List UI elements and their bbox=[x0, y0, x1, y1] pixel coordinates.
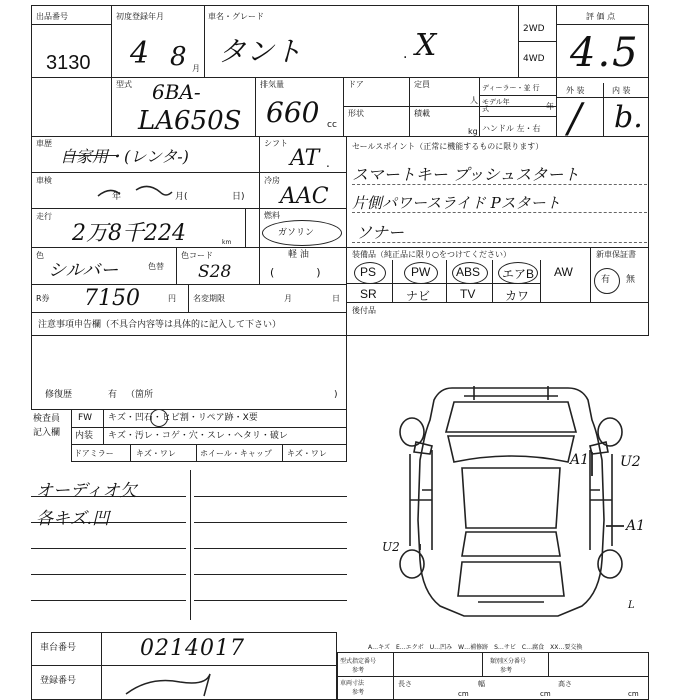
divider bbox=[556, 24, 649, 25]
remark-line bbox=[194, 600, 347, 601]
category-ref: 参考 bbox=[500, 667, 513, 674]
divider bbox=[31, 172, 346, 173]
equip-ps: PS bbox=[360, 265, 377, 279]
sales-dash bbox=[352, 212, 647, 213]
equip-pw: PW bbox=[411, 265, 431, 279]
grade-dot: . bbox=[403, 46, 408, 62]
shift-dot: . bbox=[326, 156, 330, 170]
divider bbox=[482, 652, 483, 676]
load-unit: kg bbox=[468, 127, 478, 136]
form-designation-ref: 参考 bbox=[352, 667, 365, 674]
divider bbox=[492, 260, 493, 302]
inspection-label: 車検 bbox=[36, 176, 52, 185]
history-value: 自家用・(レンタ-) bbox=[60, 147, 189, 166]
score-label: 評 価 点 bbox=[586, 12, 616, 21]
divider bbox=[282, 444, 283, 462]
displacement-unit: cc bbox=[327, 120, 337, 130]
divider bbox=[188, 284, 189, 312]
recycle-value: 7150 bbox=[84, 286, 140, 311]
door-label: ドア bbox=[348, 80, 364, 89]
first-registration-month-unit: 月 bbox=[192, 64, 200, 73]
divider bbox=[393, 652, 394, 700]
divider bbox=[103, 409, 104, 444]
color-label: 色 bbox=[36, 251, 44, 260]
interior-label: 内 装 bbox=[612, 86, 631, 95]
notes-label: 注意事項申告欄（不具合内容等は具体的に記入して下さい） bbox=[38, 320, 282, 330]
divider bbox=[101, 632, 102, 700]
remark-line bbox=[31, 548, 186, 549]
sales-points-line3: ソナー bbox=[356, 223, 405, 242]
divider bbox=[518, 41, 556, 42]
divider bbox=[259, 136, 260, 284]
divider bbox=[130, 444, 131, 462]
divider bbox=[71, 427, 347, 428]
mark-u2-top: U2 bbox=[620, 454, 641, 470]
length-unit: cm bbox=[458, 690, 469, 698]
divider bbox=[346, 247, 649, 248]
divider bbox=[245, 208, 246, 247]
model-year-label: モデル年式 bbox=[482, 98, 510, 113]
after-market-label: 後付品 bbox=[352, 306, 376, 315]
remark-line bbox=[31, 574, 186, 575]
height-unit: cm bbox=[628, 690, 639, 698]
equip-sr: SR bbox=[360, 287, 377, 301]
capacity-label: 定員 bbox=[414, 80, 430, 89]
dimension-label: 車両寸法 bbox=[340, 680, 365, 687]
height-label: 高さ bbox=[558, 680, 572, 688]
sales-points-label: セールスポイント（正常に機能するものに限ります） bbox=[352, 142, 544, 151]
recycle-label: R券 bbox=[36, 294, 50, 303]
inspector-wheel: ホイール・キャップ bbox=[200, 449, 272, 458]
divider bbox=[540, 260, 541, 302]
equip-abs: ABS bbox=[456, 265, 481, 279]
equip-airbag: エアB bbox=[502, 267, 535, 281]
sales-points-line1: スマートキー プッシュスタート bbox=[352, 165, 580, 184]
displacement-label: 排気量 bbox=[260, 80, 284, 89]
dealer-label: ディーラー・並 行 bbox=[482, 84, 540, 92]
fuel-value: ガソリン bbox=[278, 228, 315, 238]
divider bbox=[603, 83, 604, 136]
mark-a1-top: A1 bbox=[570, 452, 590, 468]
inspector-interior: 内装 bbox=[75, 431, 94, 441]
warranty-yes: 有 bbox=[601, 275, 611, 285]
equip-aw: AW bbox=[554, 265, 573, 279]
capacity-unit: 人 bbox=[470, 96, 478, 105]
shape-label: 形状 bbox=[348, 109, 364, 118]
divider bbox=[111, 5, 112, 136]
lot-number-label: 出品番号 bbox=[36, 12, 68, 21]
first-registration-label: 初度登録年月 bbox=[116, 12, 164, 21]
exterior-grade: / bbox=[568, 96, 582, 142]
remark-line bbox=[31, 600, 186, 601]
inspector-label2: 記入欄 bbox=[33, 428, 61, 438]
divider bbox=[392, 260, 393, 302]
light-oil-paren: ( ) bbox=[270, 266, 321, 279]
color-code-label: 色コード bbox=[181, 251, 213, 260]
remark-divider bbox=[190, 470, 191, 620]
mileage-value: 2万8千224 bbox=[72, 221, 186, 246]
divider bbox=[548, 652, 549, 676]
divider bbox=[337, 676, 649, 677]
damage-legend: A…キズ E…エクボ U…凹み W…補修跡 S…サビ C…腐食 XX…要交換 bbox=[368, 644, 583, 651]
registration-scribble bbox=[120, 666, 230, 700]
inspection-scribble bbox=[90, 180, 190, 204]
row2-line bbox=[31, 136, 649, 137]
remark-line1: オーディオ欠 bbox=[36, 481, 137, 501]
inspection-month: 月( bbox=[175, 192, 188, 202]
fuel-label: 燃料 bbox=[264, 211, 280, 220]
divider bbox=[31, 247, 346, 248]
form-designation-label: 型式指定番号 bbox=[340, 658, 377, 665]
light-oil-label: 軽 油 bbox=[288, 250, 309, 260]
remark-line bbox=[194, 548, 347, 549]
divider bbox=[31, 24, 111, 25]
divider bbox=[446, 260, 447, 302]
repair-label: 修復歴 bbox=[45, 390, 73, 400]
inspection-day: 日) bbox=[232, 192, 245, 202]
sales-dash bbox=[352, 184, 647, 185]
name-change-label: 名変期限 bbox=[193, 294, 225, 303]
cooling-value: AAC bbox=[280, 184, 329, 209]
inspector-fw: FW bbox=[78, 413, 93, 423]
fw-mark-circle bbox=[150, 409, 168, 427]
drive-2wd: 2WD bbox=[523, 24, 545, 34]
grade: X bbox=[415, 28, 437, 63]
name-change-month: 月 bbox=[284, 294, 292, 303]
cooling-label: 冷房 bbox=[264, 176, 280, 185]
color-code-value: S28 bbox=[198, 262, 232, 282]
divider bbox=[479, 95, 556, 96]
equip-navi: ナビ bbox=[406, 289, 431, 303]
warranty-no: 無 bbox=[626, 275, 636, 285]
first-registration-month: 8 bbox=[170, 42, 187, 72]
equipment-label: 装備品（純正品に限り○をつけてください） bbox=[352, 250, 511, 259]
divider bbox=[590, 247, 591, 302]
remark-line bbox=[194, 496, 347, 497]
divider bbox=[255, 77, 256, 136]
inspector-interior-text: キズ・汚レ・コゲ・穴・スレ・ヘタリ・破レ bbox=[108, 431, 288, 441]
mark-l: L bbox=[628, 600, 635, 611]
sales-points-line2: 片側パワースライド Pスタート bbox=[352, 194, 561, 212]
model-year-unit: 年 bbox=[546, 102, 554, 111]
divider bbox=[196, 444, 197, 462]
divider bbox=[346, 302, 649, 303]
repair-close: ) bbox=[334, 390, 338, 400]
shift-label: シフト bbox=[264, 139, 288, 148]
name-grade-label: 車名・グレード bbox=[208, 12, 264, 21]
category-label: 類別区分番号 bbox=[490, 658, 527, 665]
width-unit: cm bbox=[540, 690, 551, 698]
inspection-year: 年 bbox=[112, 192, 122, 202]
chassis-number: 0214017 bbox=[140, 636, 245, 661]
dimension-ref: 参考 bbox=[352, 689, 365, 696]
equip-leather: カワ bbox=[505, 289, 530, 303]
divider bbox=[204, 5, 205, 77]
exterior-label: 外 装 bbox=[566, 86, 585, 95]
name-change-day: 日 bbox=[332, 294, 340, 303]
inspector-wheel-text: キズ・ワレ bbox=[287, 449, 327, 458]
car-diagram bbox=[392, 380, 642, 620]
width-label: 幅 bbox=[478, 680, 485, 688]
displacement-value: 660 bbox=[266, 96, 320, 129]
shift-value: AT bbox=[290, 146, 320, 171]
mileage-unit: km bbox=[222, 239, 232, 246]
divider bbox=[479, 116, 556, 117]
remark-line bbox=[194, 574, 347, 575]
repair-place: （箇所 bbox=[126, 390, 154, 400]
history-label: 車歴 bbox=[36, 139, 52, 148]
remark-line2: 各キズ.凹 bbox=[36, 509, 110, 529]
model-prefix: 6BA- bbox=[152, 80, 201, 104]
sales-dash bbox=[352, 242, 647, 243]
divider bbox=[343, 106, 556, 107]
mark-a1-side: A1 bbox=[626, 518, 646, 534]
remark-line bbox=[194, 522, 347, 523]
interior-grade: b. bbox=[614, 100, 643, 135]
load-label: 積載 bbox=[414, 109, 430, 118]
divider bbox=[176, 247, 177, 284]
mileage-label: 走行 bbox=[36, 212, 52, 221]
score-value: 4.5 bbox=[570, 30, 640, 76]
divider bbox=[71, 444, 347, 445]
inspector-mirror-text: キズ・ワレ bbox=[136, 449, 176, 458]
model-code: LA650S bbox=[138, 106, 242, 136]
new-car-warranty-label: 新車保証書 bbox=[596, 250, 636, 259]
inspector-mirror: ドアミラー bbox=[74, 449, 114, 458]
mark-u2-left: U2 bbox=[382, 540, 400, 554]
color-change-label: 色替 bbox=[148, 262, 164, 271]
repair-yes: 有 bbox=[108, 390, 118, 400]
model-label: 型式 bbox=[116, 80, 132, 89]
lot-number: 3130 bbox=[46, 52, 91, 74]
recycle-unit: 円 bbox=[168, 294, 176, 303]
handle-label: ハンドル 左・右 bbox=[482, 124, 541, 133]
length-label: 長さ bbox=[398, 680, 412, 688]
first-registration-year: 4 bbox=[130, 36, 150, 71]
registration-label: 登録番号 bbox=[40, 676, 77, 686]
color-value: シルバー bbox=[48, 260, 119, 281]
car-name: タント bbox=[218, 35, 303, 68]
divider bbox=[346, 136, 347, 336]
history-strike bbox=[66, 155, 118, 156]
equip-tv: TV bbox=[460, 287, 476, 301]
inspector-fw-text: キズ・凹石・ヒビ割・リペア跡・X要 bbox=[108, 413, 258, 423]
drive-4wd: 4WD bbox=[523, 54, 545, 64]
inspector-label: 検査員 bbox=[33, 414, 61, 424]
chassis-label: 車台番号 bbox=[40, 643, 77, 653]
